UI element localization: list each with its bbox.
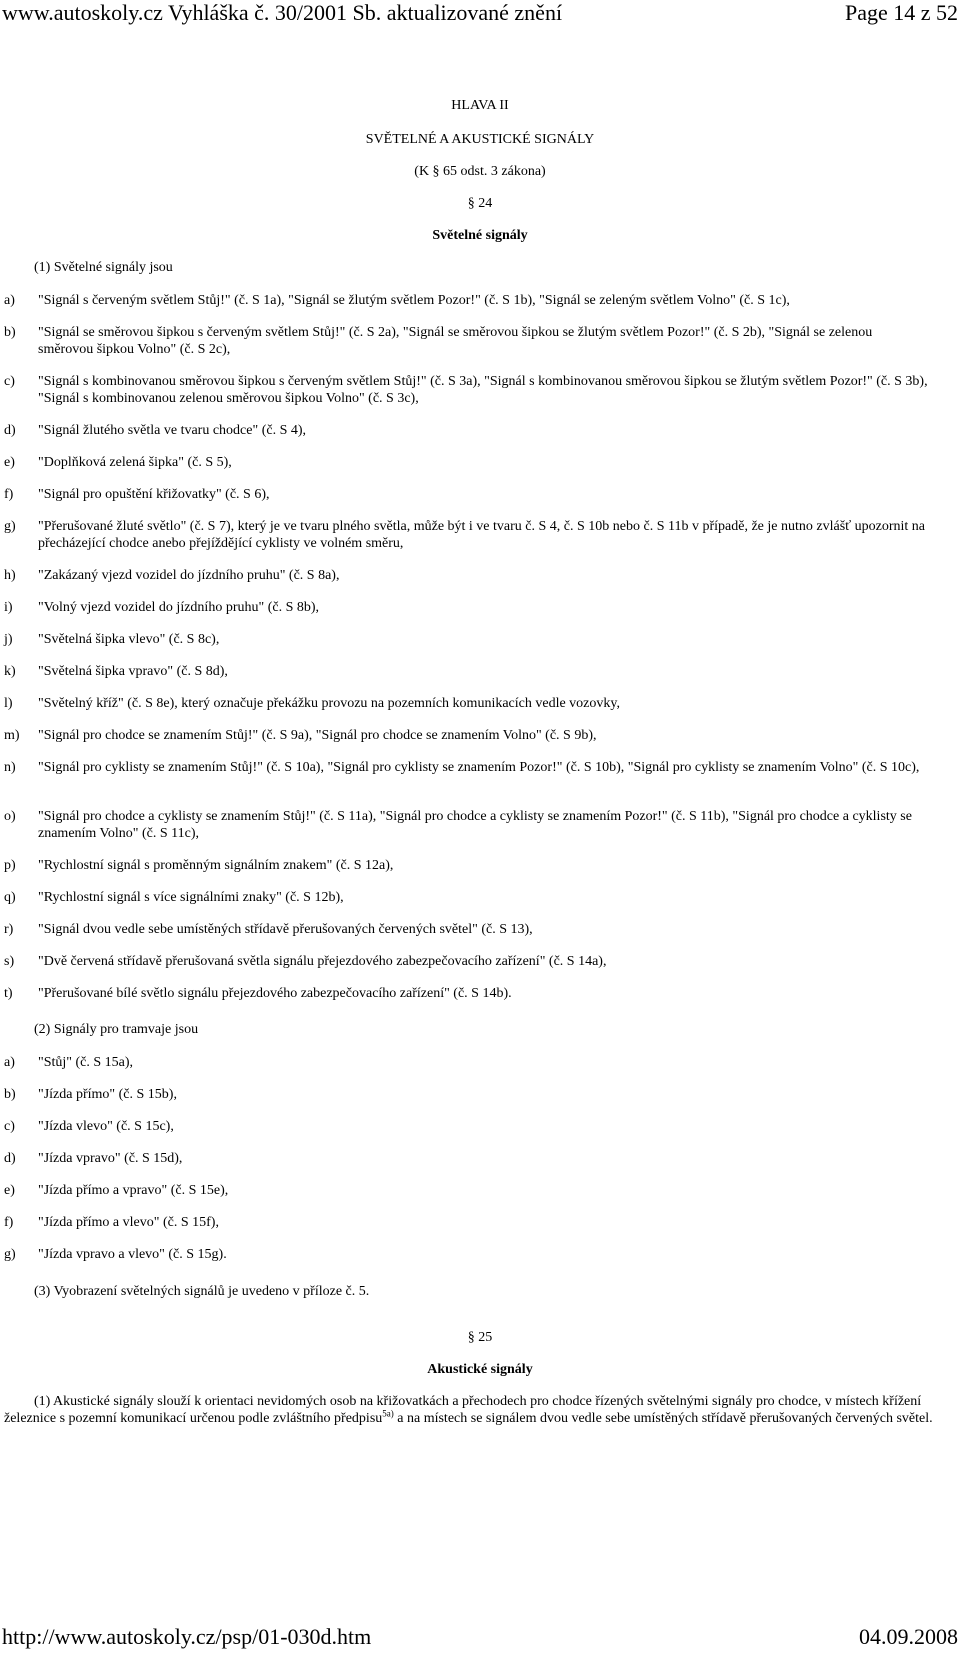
footnote-reference[interactable]: 5a) [382,1408,394,1419]
light-signal-item-text: "Signál dvou vedle sebe umístěných střídavě přerušovaných červených světel" (č. S 13), [38,922,533,937]
light-signal-item-letter: p) [4,858,16,873]
tram-signal-item-letter: e) [4,1183,15,1198]
light-signal-item-text: "Volný vjezd vozidel do jízdního pruhu" (č. S 8b), [38,600,320,615]
page-header [0,0,960,34]
light-signal-item-text: "Signál pro chodce se znamením Stůj!" (č. S 9a), "Signál pro chodce se znamením Volno" (č. S 9b), [38,728,597,743]
tram-signal-item-letter: d) [4,1151,16,1166]
light-signal-item-text: "Signál pro opuštění křižovatky" (č. S 6), [38,487,270,502]
chapter-title: SVĚTELNÉ A AKUSTICKÉ SIGNÁLY [365,132,595,147]
header-title: www.autoskoly.cz Vyhláška č. 30/2001 Sb. aktualizované znění [2,0,563,25]
tram-signal-item-text: "Jízda přímo" (č. S 15b), [38,1087,177,1102]
law-reference: (K § 65 odst. 3 zákona) [414,164,546,179]
light-signal-item-letter: j) [4,632,13,647]
light-signal-item-letter: b) [4,325,16,340]
paragraph-3: (3) Vyobrazení světelných signálů je uvedeno v příloze č. 5. [34,1284,370,1299]
light-signal-item-text: "Signál žlutého světla ve tvaru chodce" (č. S 4), [38,423,307,438]
light-signal-item-letter: g) [4,519,16,534]
light-signal-item-text: "Přerušované žluté světlo" (č. S 7), který je ve tvaru plného světla, může být i ve tvaru č. S 4, č. S 10b nebo č. S 11b v případě, že je nutno zvlášť upozornit na přecházející chodce anebo přejíždějící cyklisty ve volném směru, [38,519,925,551]
tram-signal-item-letter: g) [4,1247,16,1262]
tram-signal-item-letter: c) [4,1119,15,1134]
light-signal-item-letter: t) [4,986,13,1001]
tram-signal-item-letter: a) [4,1055,15,1070]
page-number: Page 14 z 52 [844,0,958,25]
light-signal-item-letter: h) [4,568,16,583]
light-signal-item-letter: l) [4,696,13,711]
section-25-text-a: (1) Akustické signály slouží k orientaci nevidomých osob na křižovatkách a přechodech pro chodce řízených světelnými signály pro chodce, v místech křížení železnice s pozemní komunikací určenou podle zvláštního předpisu [4,1394,922,1426]
tram-signal-item-text: "Stůj" (č. S 15a), [38,1055,134,1070]
light-signal-item-text: "Zakázaný vjezd vozidel do jízdního pruhu" (č. S 8a), [38,568,340,583]
light-signal-item-letter: n) [4,760,16,775]
light-signal-item-text: "Rychlostní signál s proměnným signálním znakem" (č. S 12a), [38,858,394,873]
section-24-number: § 24 [467,196,493,211]
footer-url[interactable]: http://www.autoskoly.cz/psp/01-030d.htm [2,1624,372,1649]
light-signal-item-text: "Světelný kříž" (č. S 8e), který označuje překážku provozu na pozemních komunikacích vedle vozovky, [38,696,620,711]
paragraph-2-intro: (2) Signály pro tramvaje jsou [34,1022,199,1037]
light-signal-item-text: "Signál se směrovou šipkou s červeným světlem Stůj!" (č. S 2a), "Signál se směrovou šipkou se žlutým světlem Pozor!" (č. S 2b), "Signál se zelenou směrovou šipkou Volno" (č. S 2c), [38,325,873,357]
light-signal-item-letter: r) [4,922,14,937]
light-signal-item-text: "Světelná šipka vlevo" (č. S 8c), [38,632,220,647]
tram-signal-item-text: "Jízda přímo a vlevo" (č. S 15f), [38,1215,219,1230]
light-signal-item-text: "Doplňková zelená šipka" (č. S 5), [38,455,232,470]
tram-signal-item-text: "Jízda vpravo" (č. S 15d), [38,1151,183,1166]
section-25-text-b: a na místech se signálem dvou vedle sebe umístěných střídavě přerušovaných červených světel. [393,1411,933,1426]
light-signal-item-letter: c) [4,374,15,389]
tram-signal-item-letter: b) [4,1087,16,1102]
tram-signal-item-text: "Jízda přímo a vpravo" (č. S 15e), [38,1183,229,1198]
light-signal-item-text: "Signál pro chodce a cyklisty se znamením Stůj!" (č. S 11a), "Signál pro chodce a cyklisty se znamením Pozor!" (č. S 11b), "Signál pro chodce a cyklisty se znamením Volno" (č. S 11c), [38,809,912,841]
tram-signal-item-letter: f) [4,1215,14,1230]
section-25-title: Akustické signály [427,1362,533,1377]
section-24-title: Světelné signály [432,228,528,243]
section-25-paragraph [4,1393,934,1427]
light-signal-item-text: "Signál pro cyklisty se znamením Stůj!" (č. S 10a), "Signál pro cyklisty se znamením Pozor!" (č. S 10b), "Signál pro cyklisty se znamením Volno" (č. S 10c), [38,760,920,775]
hlava-heading: HLAVA II [451,98,509,113]
light-signal-item-text: "Signál s červeným světlem Stůj!" (č. S 1a), "Signál se žlutým světlem Pozor!" (č. S 1b), "Signál se zeleným světlem Volno" (č. S 1c), [38,293,790,308]
light-signal-item-letter: f) [4,487,14,502]
light-signal-item-letter: d) [4,423,16,438]
light-signal-item-letter: m) [4,728,20,743]
light-signal-item-text: "Přerušované bílé světlo signálu přejezdového zabezpečovacího zařízení" (č. S 14b). [38,986,512,1001]
footer-date: 04.09.2008 [859,1624,958,1649]
light-signal-item-letter: a) [4,293,15,308]
light-signal-item-letter: q) [4,890,16,905]
light-signal-item-letter: s) [4,954,15,969]
light-signal-item-letter: i) [4,600,13,615]
tram-signal-item-text: "Jízda vlevo" (č. S 15c), [38,1119,174,1134]
paragraph-1-intro: (1) Světelné signály jsou [34,260,173,275]
light-signal-item-text: "Dvě červená střídavě přerušovaná světla signálu přejezdového zabezpečovacího zařízení" (č. S 14a), [38,954,607,969]
light-signal-item-text: "Signál s kombinovanou směrovou šipkou s červeným světlem Stůj!" (č. S 3a), "Signál s kombinovanou směrovou šipkou se žlutým světlem Pozor!" (č. S 3b), "Signál s kombinovanou zelenou směrovou šipkou Volno" (č. S 3c), [38,374,928,406]
light-signal-item-letter: k) [4,664,16,679]
light-signal-item-text: "Rychlostní signál s více signálními znaky" (č. S 12b), [38,890,344,905]
light-signal-item-text: "Světelná šipka vpravo" (č. S 8d), [38,664,228,679]
page-footer [0,1624,960,1652]
light-signal-item-letter: e) [4,455,15,470]
section-25-number: § 25 [467,1330,493,1345]
light-signal-item-letter: o) [4,809,16,824]
tram-signal-item-text: "Jízda vpravo a vlevo" (č. S 15g). [38,1247,227,1262]
